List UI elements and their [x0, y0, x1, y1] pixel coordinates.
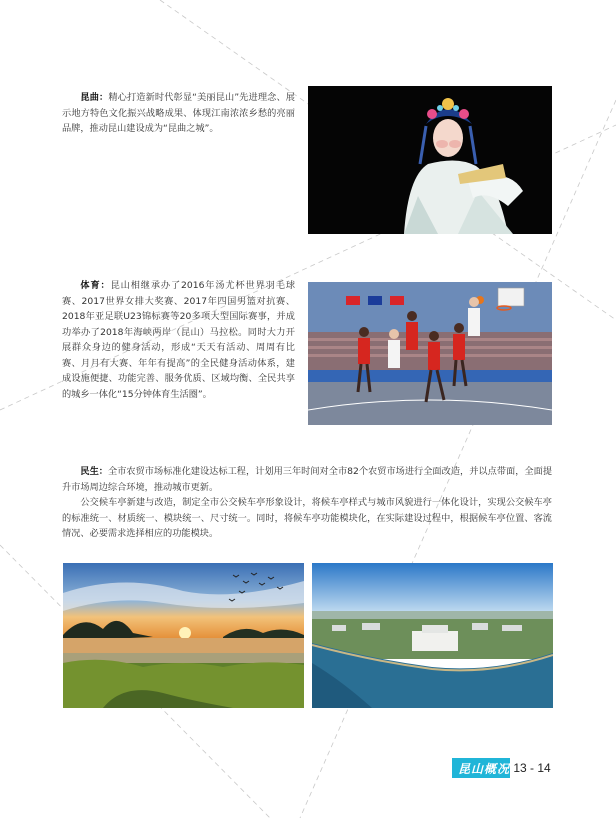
page-number: 13 - 14: [510, 758, 554, 778]
kunqu-text: 精心打造新时代彰显“美丽昆山”先进理念、展示地方特色文化振兴战略成果、体现江南浓浓乡愁的亮丽品牌，推动昆山建设成为“昆曲之城”。: [62, 92, 295, 134]
sports-text: 昆山相继承办了2016年汤尤杯世界羽毛球赛、2017世界女排大奖赛、2017年四国男篮对抗赛、2018年亚足联U23锦标赛等20多项大型国际赛事，并成功举办了2018年海峡两岸（昆山）马拉松。同时大力开展群众身边的健身活动，形成“天天有活动、周周有比赛、月月有大赛、年年有提高”的全民健身活动体系，建成设施便捷、功能完善、服务优质、区域均衡、全民共享的城乡一体化“15分钟体育生活圈”。: [62, 280, 296, 400]
livelihood-paragraph: [62, 464, 552, 542]
sports-label: 体育：: [80, 280, 111, 291]
basketball-game-photo: [308, 282, 552, 425]
livelihood-label: 民生：: [80, 466, 108, 477]
kunqu-label: 昆曲：: [80, 92, 109, 103]
livelihood-text: 全市农贸市场标准化建设达标工程，计划用三年时间对全市82个农贸市场进行全面改造，并以点带面，全面提升市场周边综合环境，推动城市更新。: [62, 466, 553, 493]
kunqu-opera-photo: [308, 86, 552, 234]
footer-title: 昆山概况: [458, 762, 511, 776]
bus-shelter-paragraph: 公交候车亭新建与改造，制定全市公交候车亭形象设计，将候车亭样式与城市风貌进行一体化设计，实现公交候车亭的标准统一、材质统一、模块统一、尺寸统一。同时，将候车亭功能模块化，在实际建设过程中，根据候车亭位置、客流情况、必要需求选择相应的功能模块。: [62, 497, 552, 539]
sports-paragraph: [62, 278, 295, 402]
kunqu-paragraph: [62, 90, 295, 137]
lakeside-aerial-photo: [312, 563, 553, 708]
page-footer-tag: [452, 758, 554, 778]
wetland-sunset-photo: [63, 563, 304, 708]
